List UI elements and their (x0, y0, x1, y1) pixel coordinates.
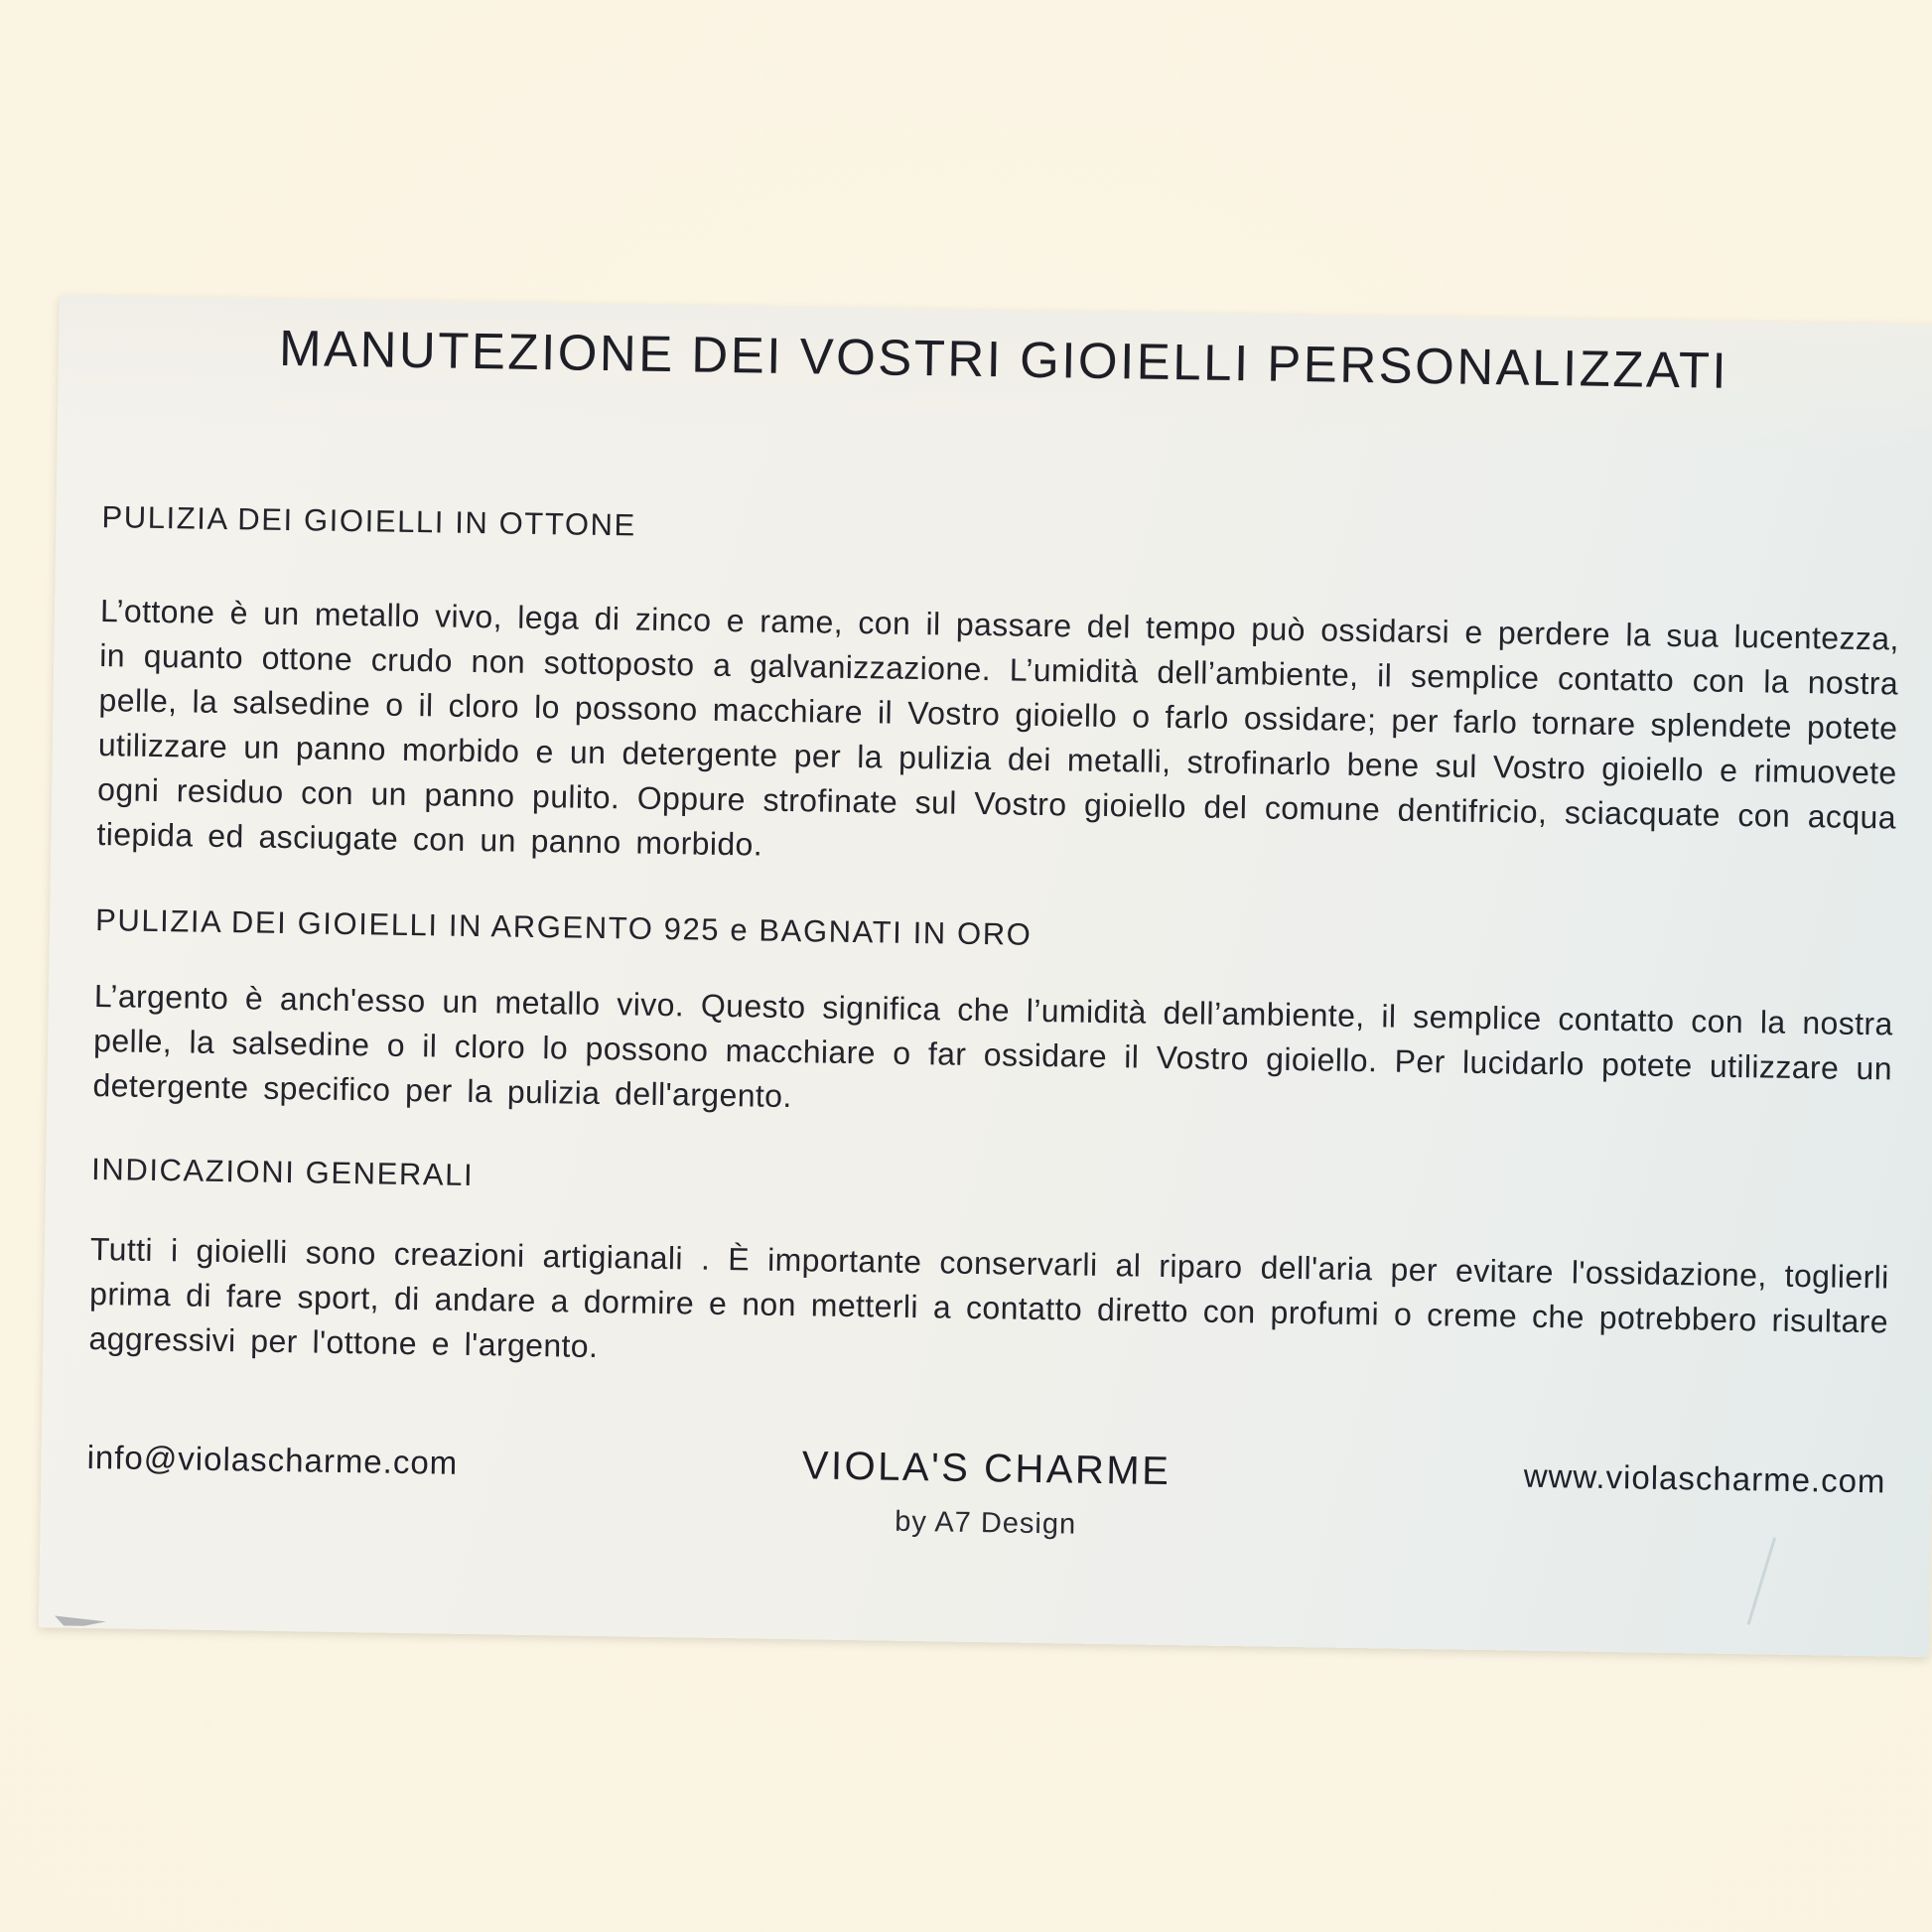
section-heading-general: INDICAZIONI GENERALI (90, 1151, 475, 1193)
section-heading-silver-gold: PULIZIA DEI GIOIELLI IN ARGENTO 925 e BAGNATI IN ORO (94, 902, 1033, 952)
brand-name: VIOLA'S CHARME (801, 1444, 1172, 1494)
section-body-brass: L’ottone è un metallo vivo, lega di zinco e rame, con il passare del tempo può ossidarsi e perdere la sua lucentezza, in quanto ottone crudo non sottoposto a galvanizzazione. L’umidità dell’ambiente, il semplice contatto con la nostra pelle, la salsedine o il cloro lo possono macchiare il Vostro gioiello o farlo ossidare; per farlo tornare splendete potete utilizzare un panno morbido e un detergente per la pulizia dei metalli, strofinarlo bene sul Vostro gioiello e rimuovete ogni residuo con un panno pulito. Oppure strofinate sul Vostro gioiello del comune dentifricio, sciacquate con acqua tiepida ed asciugate con un panno morbido. (96, 593, 1900, 863)
brand-block (801, 1444, 1172, 1543)
card-footer (86, 1433, 1886, 1554)
contact-email: info@violascharme.com (86, 1438, 459, 1481)
section-body-general: Tutti i gioielli sono creazioni artigianali . È importante conservarli al riparo dell'aria per evitare l'ossidazione, toglierli prima di fare sport, di andare a dormire e non metterli a contatto diretto con profumi o creme che potrebbero risultare aggressivi per l'ottone e l'argento. (88, 1230, 1889, 1365)
website-url: www.violascharme.com (1523, 1456, 1886, 1500)
corner-smudge (55, 1603, 106, 1626)
care-instructions-card (39, 295, 1932, 1657)
brand-byline: by A7 Design (895, 1505, 1077, 1541)
section-heading-brass: PULIZIA DEI GIOIELLI IN OTTONE (101, 499, 637, 543)
card-title: MANUTEZIONE DEI VOSTRI GIOIELLI PERSONALIZZATI (278, 319, 1729, 399)
section-body-silver-gold: L’argento è anch'esso un metallo vivo. Questo significa che l’umidità dell’ambiente, il semplice contatto con la nostra pelle, la salsedine o il cloro lo possono macchiare o far ossidare il Vostro gioiello. Per lucidarlo potete utilizzare un detergente specifico per la pulizia dell'argento. (92, 978, 1893, 1115)
